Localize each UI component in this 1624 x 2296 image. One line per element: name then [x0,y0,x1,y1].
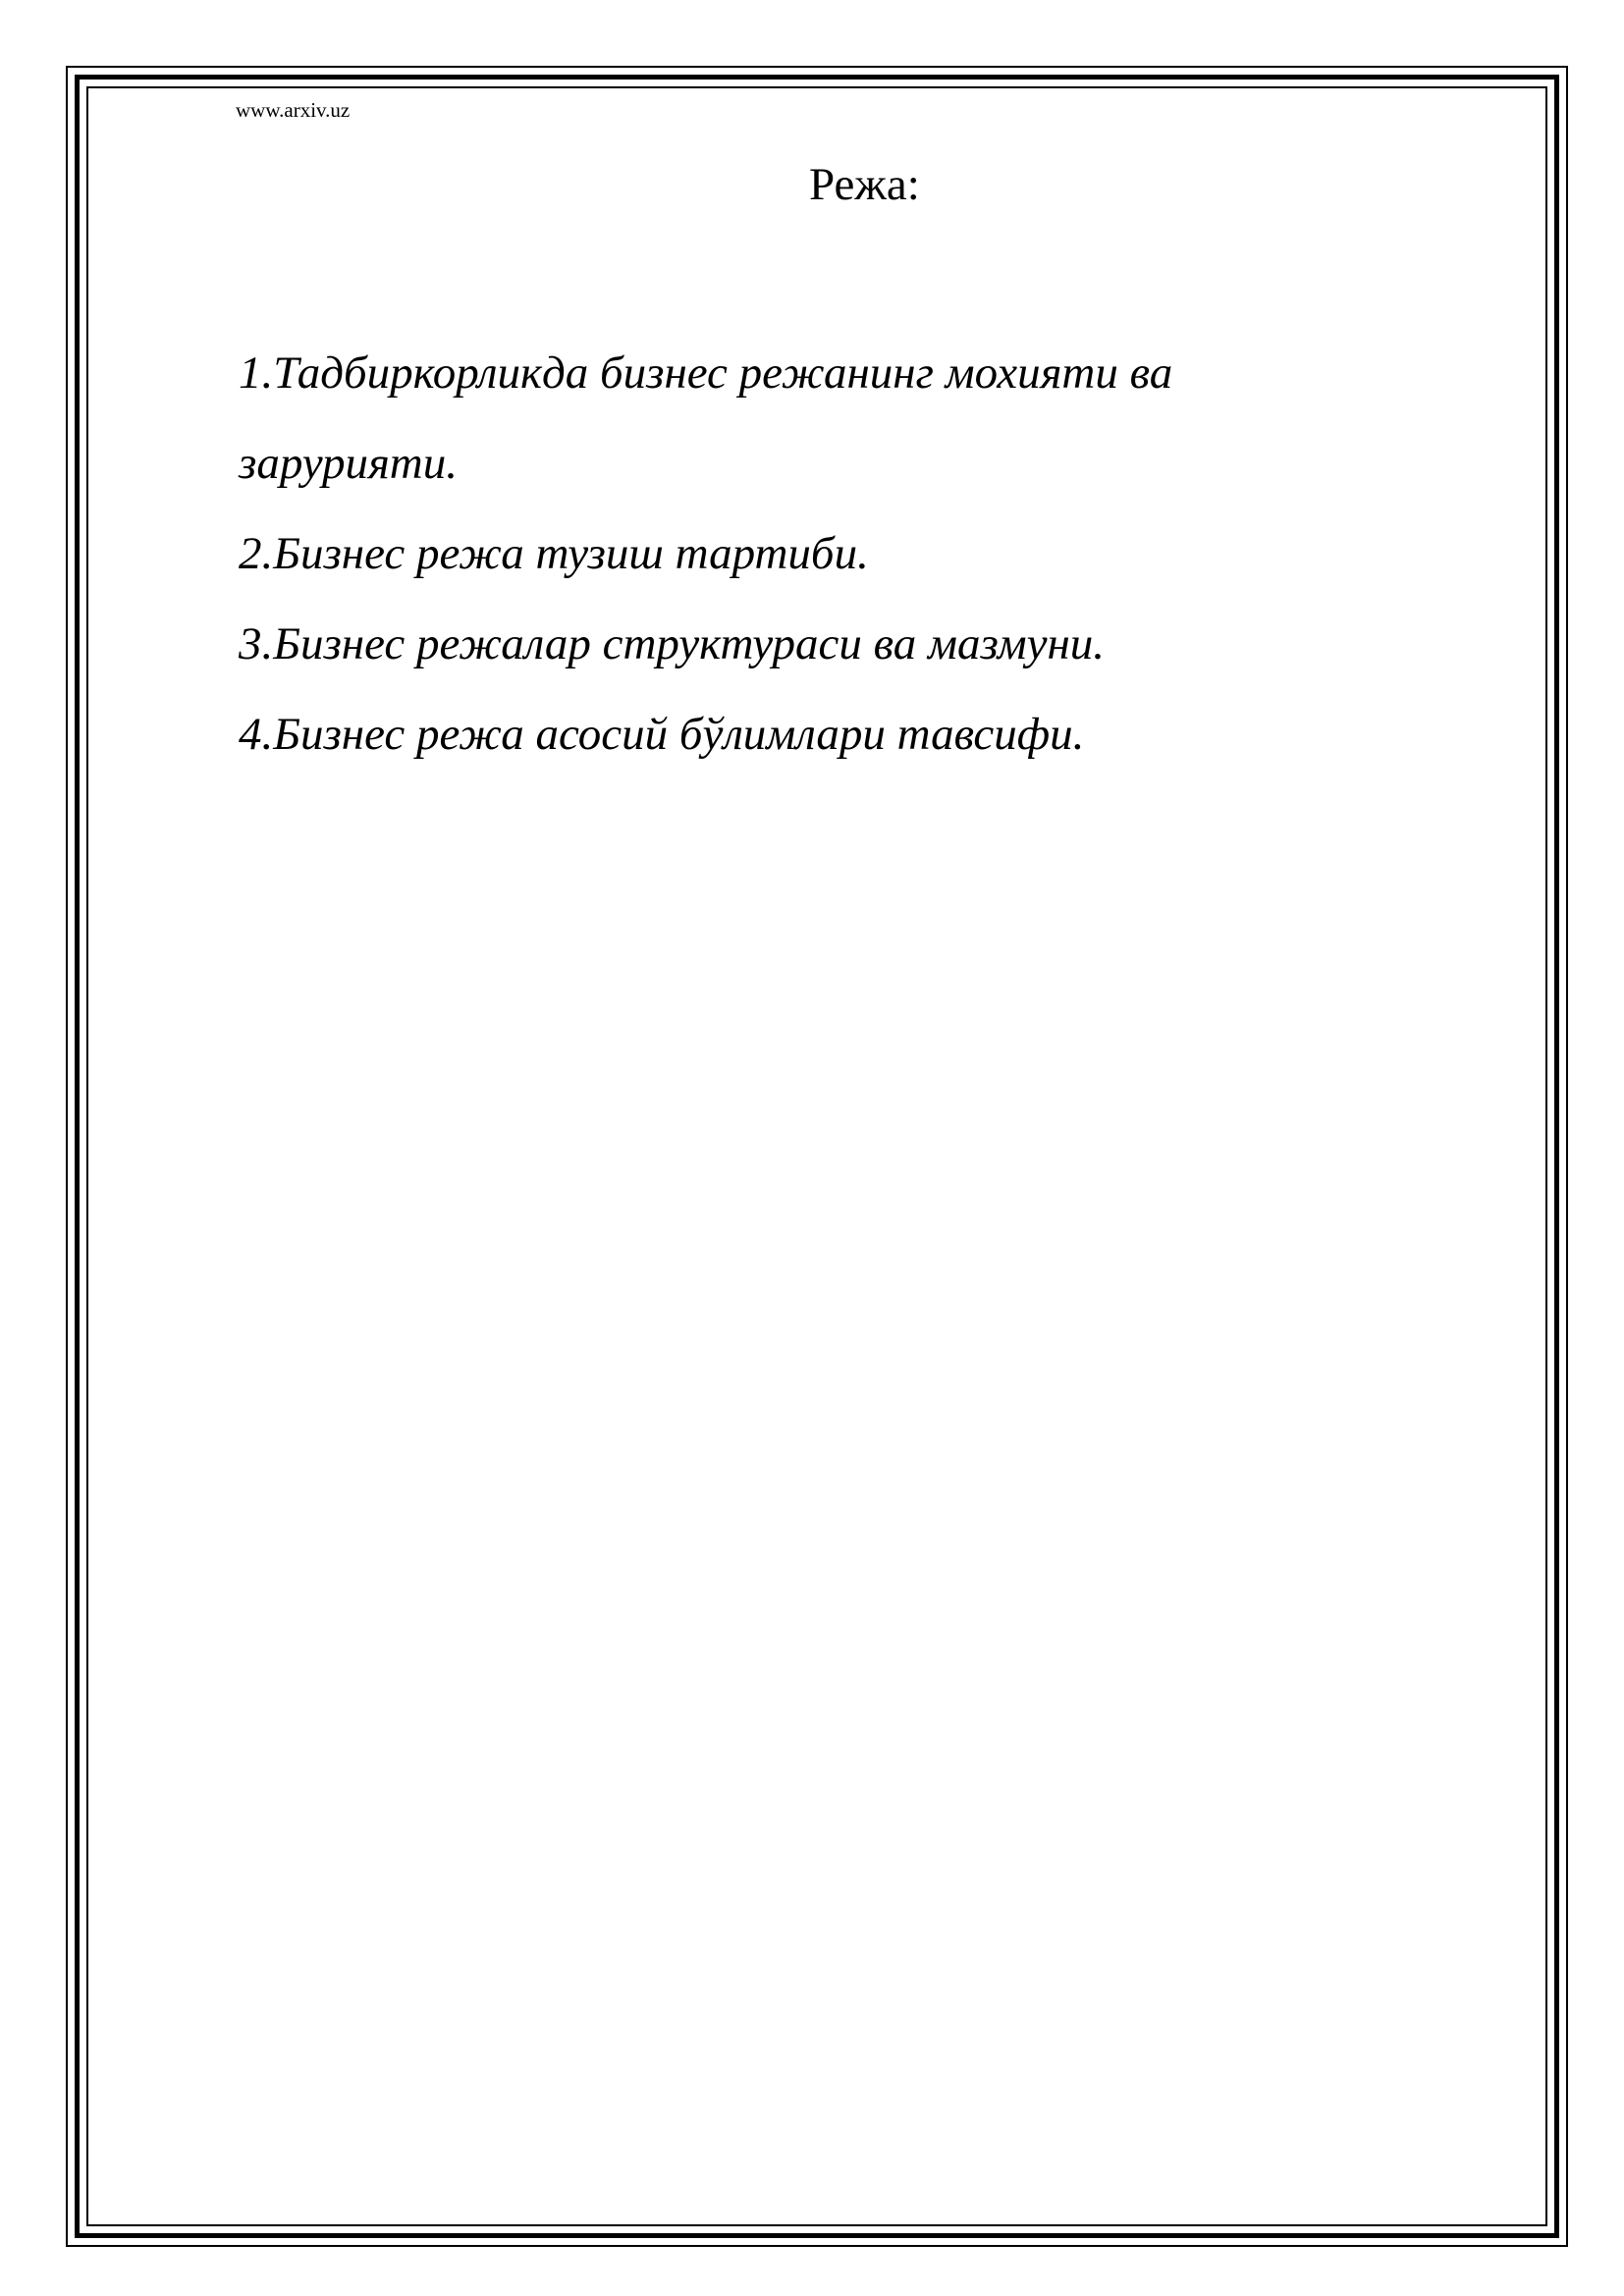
plan-item-2: 2.Бизнес режа тузиш тартиби. [239,528,869,579]
page-title: Режа: [809,159,920,210]
plan-item-3: 3.Бизнес режалар структураси ва мазмуни. [239,618,1106,669]
site-url: www.arxiv.uz [236,98,351,122]
plan-item-1-continued: зарурияти. [239,438,458,489]
plan-item-1: 1.Тадбиркорликда бизнес режанинг мохияти ва [239,347,1173,399]
plan-item-4: 4.Бизнес режа асосий бўлимлари тавсифи. [239,709,1085,760]
plan-list [239,328,1417,779]
